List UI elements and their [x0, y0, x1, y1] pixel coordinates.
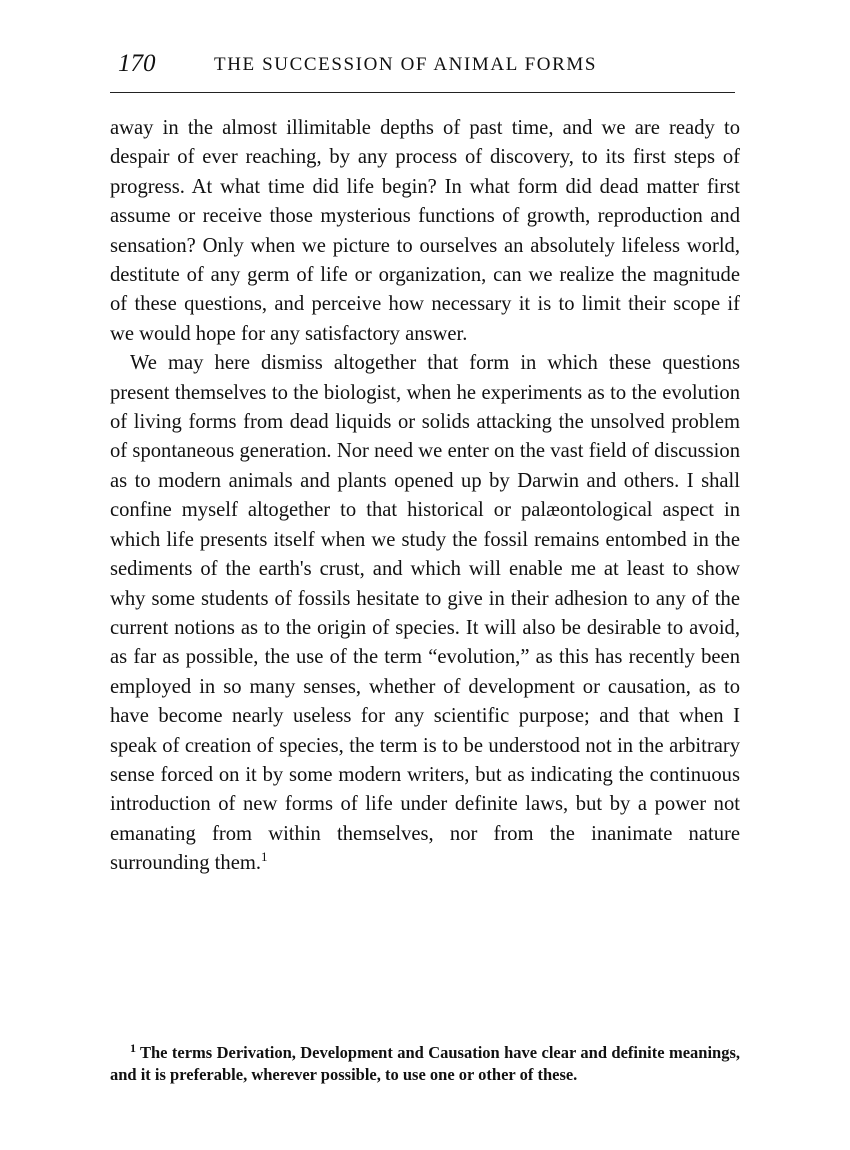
footnote-text: The terms Derivation, Development and Causation have clear and definite meanings, and it is preferable, wherever possible, to use one or other of these.	[110, 1043, 740, 1084]
page-number: 170	[118, 50, 156, 77]
header-rule	[110, 92, 735, 93]
paragraph-2-text: We may here dismiss altogether that form in which these questions present themselves to the biologist, when he experiments as to the evolution of living forms from dead liquids or solids attacking the unsolved problem of spontaneous generation. Nor need we enter on the vast field of discussion as to modern animals and plants opened up by Darwin and others. I shall confine myself altogether to that historical or palæontological aspect in which life presents itself when we study the fossil remains entombed in the sediments of the earth's crust, and which will enable me at least to show why some students of fossils hesitate to give in their adhesion to any of the current notions as to the origin of species. It will also be desirable to avoid, as far as possible, the use of the term “evolution,” as this has recently been employed in so many senses, whether of development or causation, as to have become nearly useless for any scientific purpose; and that when I speak of creation of species, the term is to be understood not in the arbitrary sense forced on it by some modern writers, but as indicating the continuous introduction of new forms of life under definite laws, but by a power not emanating from within themselves, nor from the inanimate nature surrounding them.	[110, 352, 740, 875]
body-text	[110, 114, 740, 879]
footnote-marker: 1	[130, 1040, 136, 1055]
running-title: THE SUCCESSION OF ANIMAL FORMS	[214, 54, 598, 75]
running-header	[110, 50, 740, 84]
footnote	[110, 1042, 740, 1086]
footnote-reference[interactable]: 1	[261, 849, 268, 865]
paragraph-1	[110, 114, 740, 349]
paragraph-1-text: away in the almost illimitable depths of past time, and we are ready to despair of ever reaching, by any process of discovery, to its first steps of progress. At what time did life begin? In what form did dead matter first assume or receive those mysterious functions of growth, reproduction and sensation? Only when we picture to ourselves an absolutely lifeless world, destitute of any germ of life or organization, can we realize the magnitude of these questions, and perceive how necessary it is to limit their scope if we would hope for any satisfactory answer.	[110, 117, 740, 345]
paragraph-2	[110, 349, 740, 878]
